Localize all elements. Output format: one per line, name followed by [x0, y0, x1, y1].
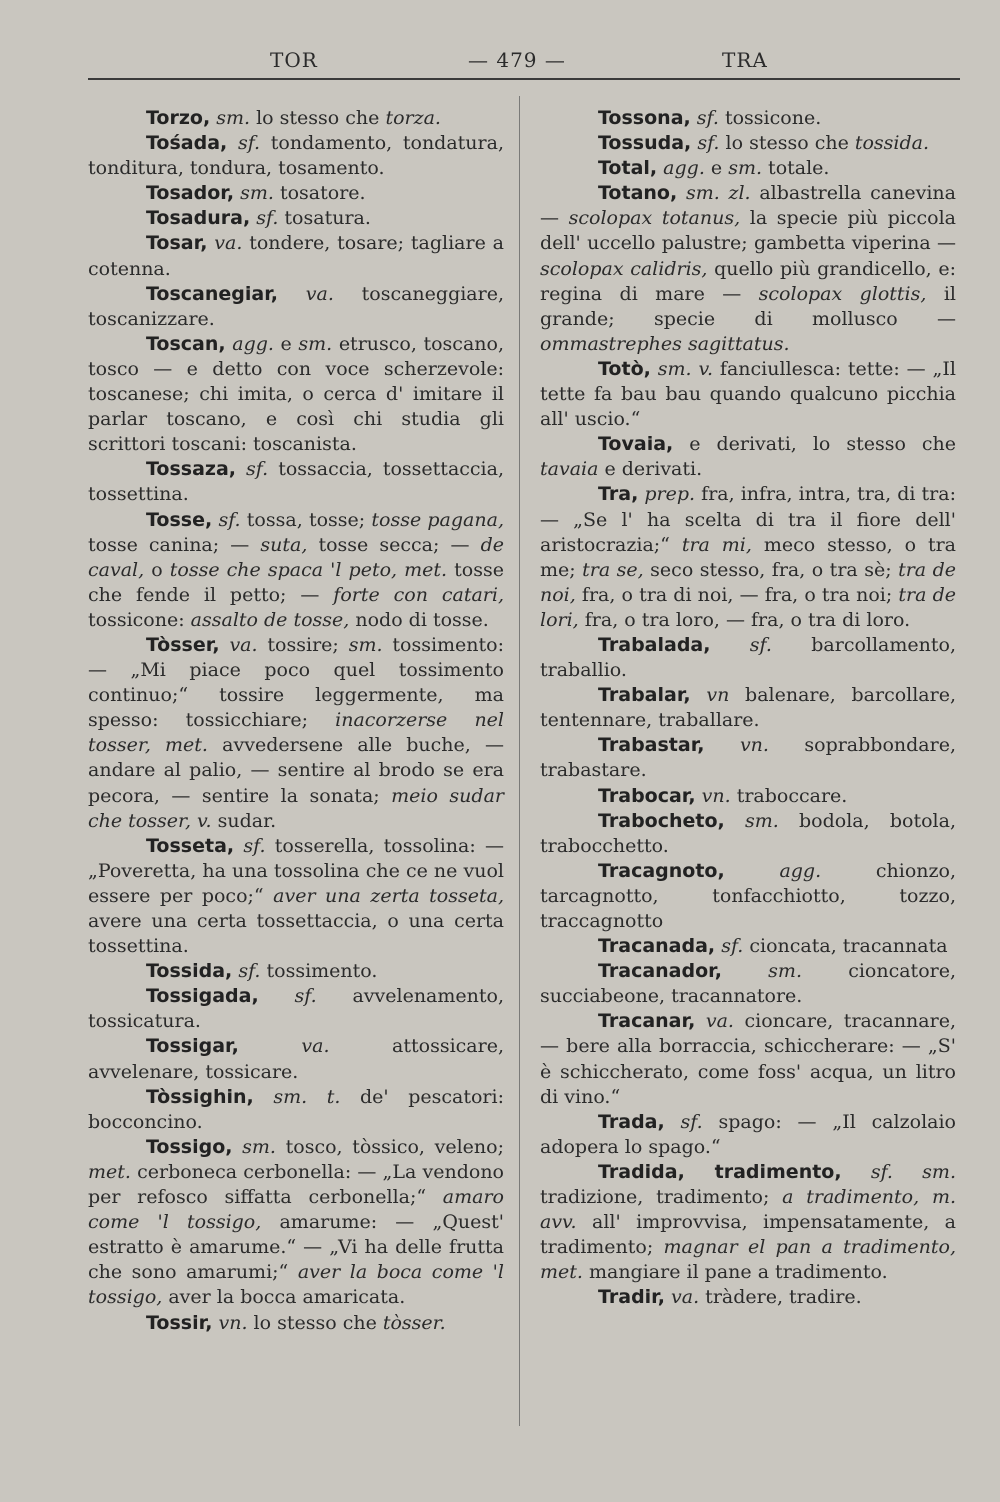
- italic-text: magnar el pan a tradimento, met.: [540, 1236, 956, 1284]
- definition-text: [677, 182, 686, 204]
- definition-text: tosse canina; —: [88, 533, 261, 556]
- definition-text: [278, 283, 306, 305]
- italic-text: sf.: [246, 458, 269, 481]
- italic-text: torza.: [385, 107, 441, 129]
- dictionary-entry: [540, 859, 956, 934]
- dictionary-entry: [540, 934, 956, 959]
- definition-text: tosatore.: [273, 182, 366, 205]
- italic-text: scolopax totanus,: [568, 207, 741, 230]
- italic-text: inacorzerse nel tosser, met.: [88, 709, 504, 757]
- italic-text: aver una zerta tosseta,: [273, 884, 504, 907]
- italic-text: va.: [305, 282, 334, 305]
- definition-text: il grande; specie di mollusco —: [540, 282, 956, 330]
- italic-text: vn.: [739, 734, 769, 757]
- definition-text: e: [704, 157, 729, 180]
- headword: Tośada,: [146, 132, 228, 155]
- italic-text: aver la boca come 'l tossigo,: [88, 1261, 504, 1309]
- italic-text: tra mi,: [681, 533, 752, 556]
- definition-text: nodo di tosse.: [349, 608, 489, 631]
- italic-text: sm.: [242, 1135, 276, 1158]
- definition-text: avere una certa tossettaccia, o una certa tossettina.: [88, 910, 504, 958]
- italic-text: sf.: [237, 132, 261, 155]
- italic-text: sf.: [243, 834, 266, 857]
- definition-text: e derivati.: [598, 458, 703, 481]
- italic-text: prep.: [644, 483, 696, 506]
- dictionary-entry: [540, 1285, 956, 1310]
- italic-text: vn: [706, 684, 730, 707]
- definition-text: seco stesso, fra, o tra sè;: [643, 558, 899, 581]
- headword: Totò,: [598, 357, 651, 380]
- dictionary-entry: [540, 131, 956, 156]
- definition-text: fra, infra, intra, tra, di tra: — „Se l' ha scelta di tra il fiore dell' aristocrazia;“: [540, 483, 956, 556]
- definition-text: [710, 634, 749, 656]
- dictionary-entry: [88, 106, 504, 131]
- definition-text: [665, 1111, 681, 1133]
- headword: Tòssighin,: [146, 1085, 254, 1108]
- dictionary-entry: [540, 1110, 956, 1160]
- definition-text: [705, 734, 740, 756]
- dictionary-entry: [88, 131, 504, 181]
- dictionary-entry: [88, 1135, 504, 1311]
- running-head-right: TRA: [722, 48, 768, 72]
- italic-text: de caval,: [88, 533, 505, 581]
- italic-text: tosse che spaca 'l peto, met.: [169, 558, 448, 581]
- definition-text: o: [144, 558, 170, 581]
- definition-text: tosco, tòssico, veleno;: [275, 1135, 504, 1158]
- italic-text: tra se,: [582, 558, 644, 581]
- italic-text: sf.: [294, 985, 317, 1008]
- italic-text: vn.: [218, 1311, 248, 1334]
- definition-text: amarume: — „Quest' estratto è amarume.“ — „Vi ha delle frutta che sono amarumi;“: [88, 1211, 504, 1284]
- definition-text: e: [273, 332, 299, 355]
- definition-text: tradizione, tradimento;: [540, 1186, 783, 1209]
- italic-text: suta,: [260, 533, 308, 556]
- definition-text: [227, 132, 238, 154]
- italic-text: sm.: [298, 332, 333, 355]
- dictionary-entry: [88, 984, 504, 1034]
- italic-text: assalto de tosse,: [190, 608, 350, 631]
- italic-text: sm.: [240, 182, 274, 205]
- definition-text: [722, 960, 768, 982]
- headword: Tracanador,: [598, 960, 722, 983]
- italic-text: sf.: [256, 207, 279, 230]
- dictionary-entry: [88, 633, 504, 834]
- definition-text: tossire;: [257, 633, 349, 656]
- headword: Tra,: [598, 483, 639, 506]
- headword: Trabalada,: [598, 633, 711, 656]
- italic-text: tòsser.: [382, 1311, 446, 1334]
- definition-text: tossa, tosse;: [240, 508, 372, 531]
- headword: Tossida,: [146, 960, 233, 983]
- headword: Tosse,: [146, 508, 213, 531]
- headword: Tossigo,: [146, 1135, 233, 1158]
- dictionary-entry: [540, 1009, 956, 1109]
- definition-text: toscaneggiare, toscanizzare.: [88, 282, 504, 330]
- italic-text: agg.: [232, 332, 274, 355]
- dictionary-entry: [88, 1311, 504, 1336]
- definition-text: [254, 1086, 274, 1108]
- italic-text: tra de lori,: [540, 583, 956, 631]
- definition-text: [842, 1161, 871, 1183]
- headword: Tradir,: [598, 1286, 665, 1309]
- definition-text: [725, 860, 780, 882]
- definition-text: tosserella, tossolina: — „Poveretta, ha una tossolina che ce ne vuol essere per poco;“: [88, 834, 504, 907]
- headword: Tossaza,: [146, 458, 237, 481]
- definition-text: tondamento, tondatura, tonditura, tondura, tosamento.: [88, 132, 504, 180]
- left-column: [88, 106, 504, 1336]
- definition-text: bodola, botola, trabocchetto.: [540, 809, 956, 857]
- definition-text: tosatura.: [278, 207, 371, 230]
- dictionary-entry: [540, 482, 956, 633]
- dictionary-entry: [88, 282, 504, 332]
- italic-text: met.: [88, 1160, 131, 1183]
- definition-text: e derivati, lo stesso che: [673, 433, 956, 456]
- definition-text: tossicone.: [718, 107, 822, 129]
- italic-text: va.: [214, 232, 243, 255]
- dictionary-entry: [88, 834, 504, 959]
- dictionary-entry: [88, 1085, 504, 1135]
- headword: Toscanegiar,: [146, 282, 279, 305]
- definition-text: [233, 1136, 243, 1158]
- definition-text: tossaccia, tossettaccia, tossettina.: [88, 458, 504, 506]
- italic-text: sm. t.: [273, 1085, 341, 1108]
- italic-text: ommastrephes sagittatus.: [540, 332, 790, 355]
- italic-text: agg.: [779, 859, 822, 882]
- definition-text: sudar.: [211, 809, 277, 832]
- definition-text: avvedersene alle buche, — andare al palio, — sentire al brodo se era pecora, — sentire la sonata;: [88, 734, 504, 807]
- dictionary-entry: [540, 432, 956, 482]
- definition-text: [259, 985, 295, 1007]
- definition-text: cioncata, tracannata: [743, 935, 948, 958]
- headword: Torzo,: [146, 107, 211, 129]
- italic-text: scolopax calidris,: [540, 257, 708, 280]
- headword: Total,: [598, 157, 658, 180]
- headword: Tossona,: [598, 107, 691, 129]
- italic-text: tossida.: [854, 132, 930, 155]
- definition-text: lo stesso che: [247, 1311, 383, 1334]
- italic-text: vn.: [701, 784, 731, 807]
- dictionary-entry: [540, 106, 956, 131]
- italic-text: va.: [671, 1286, 700, 1309]
- running-head: [90, 48, 960, 78]
- dictionary-entry: [88, 959, 504, 984]
- definition-text: de' pescatori: bocconcino.: [88, 1085, 504, 1133]
- dictionary-entry: [88, 1034, 504, 1084]
- headword: Trabocheto,: [598, 809, 725, 832]
- italic-text: sf.: [696, 107, 719, 129]
- definition-text: totale.: [762, 157, 830, 180]
- italic-text: sf.: [218, 508, 241, 531]
- page-number: — 479 —: [468, 48, 566, 72]
- headword: Tovaia,: [598, 433, 674, 456]
- definition-text: quello più grandicello, e: regina di mare —: [540, 257, 956, 305]
- dictionary-entry: [88, 332, 504, 457]
- definition-text: barcollamento, traballio.: [540, 633, 956, 682]
- headword: Tracanada,: [598, 935, 716, 958]
- italic-text: sm.: [348, 633, 383, 656]
- dictionary-entry: [540, 357, 956, 432]
- italic-text: sm.: [768, 960, 802, 983]
- italic-text: sm.: [744, 809, 779, 832]
- italic-text: scolopax glottis,: [758, 282, 927, 305]
- definition-text: [695, 1010, 706, 1032]
- italic-text: tavaia: [540, 458, 599, 481]
- definition-text: [651, 358, 658, 380]
- running-head-left: TOR: [270, 48, 318, 72]
- definition-text: fra, o tra di noi, — fra, o tra noi;: [575, 583, 899, 606]
- definition-text: mangiare il pane a tradimento.: [582, 1261, 888, 1284]
- definition-text: chionzo, tarcagnotto, tonfacchiotto, tozzo, traccagnotto: [540, 859, 956, 932]
- italic-text: sf. sm.: [870, 1160, 956, 1183]
- definition-text: cioncare, tracannare, — bere alla borraccia, schiccherare: — „S' è schiccherato, come foss' acqua, un litro di vino.“: [540, 1010, 956, 1108]
- headword: Tosador,: [146, 182, 235, 205]
- dictionary-entry: [88, 508, 504, 633]
- headword: Toscan,: [146, 332, 226, 355]
- definition-text: meco stesso, o tra me;: [540, 533, 956, 581]
- definition-text: traboccare.: [730, 784, 848, 807]
- definition-text: albastrella canevina —: [540, 182, 956, 230]
- definition-text: balenare, barcollare, tentennare, traballare.: [540, 684, 956, 732]
- italic-text: tosse pagana,: [371, 508, 504, 531]
- definition-text: tossimento.: [260, 960, 378, 983]
- italic-text: forte con catari,: [333, 583, 504, 606]
- italic-text: sf.: [238, 960, 261, 983]
- definition-text: tossimento: — „Mi piace poco quel tossimento continuo;“ tossire leggermente, ma spesso: tossicchiare;: [88, 633, 505, 732]
- italic-text: va.: [705, 1010, 734, 1033]
- italic-text: sf.: [749, 633, 772, 656]
- headword: Tracanar,: [598, 1010, 696, 1033]
- definition-text: lo stesso che: [719, 132, 855, 155]
- headword: Tradida, tradimento,: [598, 1160, 842, 1183]
- italic-text: sm. v.: [657, 357, 714, 380]
- definition-text: fanciullesca: tette: — „Il tette fa bau bau quando qualcuno picchia all' uscio.“: [540, 357, 956, 431]
- column-divider: [519, 96, 520, 1426]
- dictionary-entry: [88, 457, 504, 507]
- headword: Tossir,: [146, 1311, 213, 1334]
- definition-text: etrusco, toscano, tosco — e detto con voce scherzevole: toscanese; chi imita, o cerca d' imitare il parlar toscano, e così chi studia gli scrittori toscani: toscanista.: [88, 332, 504, 456]
- dictionary-entry: [88, 231, 504, 281]
- dictionary-entry: [540, 733, 956, 783]
- definition-text: [725, 810, 745, 832]
- headword: Tosseta,: [146, 834, 235, 857]
- definition-text: [239, 1035, 302, 1057]
- definition-text: all' improvvisa, impensatamente, a tradimento;: [540, 1211, 956, 1259]
- dictionary-entry: [540, 633, 956, 683]
- italic-text: meio sudar che tosser, v.: [88, 784, 504, 832]
- italic-text: tra de noi,: [540, 558, 957, 606]
- definition-text: tosse secca; —: [307, 533, 481, 556]
- headword: Tossigada,: [146, 985, 259, 1008]
- headword: Tòsser,: [146, 633, 220, 656]
- italic-text: sf.: [680, 1110, 703, 1133]
- definition-text: spago: — „Il calzolaio adopera lo spago.“: [540, 1110, 956, 1158]
- dictionary-entry: [540, 959, 956, 1009]
- dictionary-entry: [88, 206, 504, 231]
- definition-text: lo stesso che: [250, 107, 386, 129]
- headword: Tossuda,: [598, 132, 692, 155]
- definition-text: la specie più piccola dell' uccello palustre; gambetta viperina —: [540, 207, 956, 255]
- headword: Tracagnoto,: [598, 859, 725, 882]
- headword: Trada,: [598, 1110, 665, 1133]
- headword: Tosar,: [146, 232, 208, 255]
- definition-text: [691, 684, 707, 706]
- definition-text: tosse che fende il petto; —: [88, 558, 504, 606]
- italic-text: sm.: [216, 107, 251, 129]
- headword: Trabalar,: [598, 684, 691, 707]
- dictionary-entry: [540, 683, 956, 733]
- italic-text: sf.: [697, 132, 720, 155]
- italic-text: va.: [301, 1035, 330, 1058]
- italic-text: va.: [229, 633, 258, 656]
- headword: Trabocar,: [598, 784, 696, 807]
- definition-text: soprabbondare, trabastare.: [540, 734, 956, 782]
- italic-text: sm.: [728, 157, 763, 180]
- definition-text: [236, 458, 246, 480]
- dictionary-entry: [540, 1160, 956, 1285]
- header-rule: [88, 78, 960, 80]
- headword: Totano,: [598, 182, 678, 205]
- headword: Trabastar,: [598, 734, 705, 757]
- right-column: [540, 106, 956, 1311]
- definition-text: cioncatore, succiabeone, tracannatore.: [540, 960, 956, 1008]
- definition-text: avvelenamento, tossicatura.: [88, 985, 504, 1033]
- dictionary-entry: [540, 181, 956, 357]
- italic-text: sf.: [721, 935, 744, 958]
- definition-text: aver la bocca amaricata.: [162, 1286, 406, 1309]
- dictionary-entry: [88, 181, 504, 206]
- definition-text: attossicare, avvelenare, tossicare.: [88, 1035, 504, 1083]
- dictionary-entry: [540, 156, 956, 181]
- italic-text: sm. zl.: [685, 182, 751, 205]
- definition-text: fra, o tra loro, — fra, o tra di loro.: [578, 608, 911, 631]
- definition-text: [220, 634, 230, 656]
- definition-text: [234, 835, 243, 857]
- definition-text: cerboneca cerbonella: — „La vendono per refosco siffatta cerbonella;“: [88, 1160, 504, 1209]
- definition-text: tondere, tosare; tagliare a cotenna.: [88, 232, 504, 280]
- italic-text: a tradimento, m. avv.: [540, 1186, 956, 1234]
- definition-text: tràdere, tradire.: [699, 1286, 862, 1309]
- dictionary-entry: [540, 809, 956, 859]
- headword: Tosadura,: [146, 207, 251, 230]
- italic-text: amaro come 'l tossigo,: [88, 1186, 504, 1234]
- italic-text: agg.: [663, 157, 705, 180]
- headword: Tossigar,: [146, 1035, 239, 1058]
- dictionary-entry: [540, 784, 956, 809]
- definition-text: tossicone:: [88, 608, 191, 631]
